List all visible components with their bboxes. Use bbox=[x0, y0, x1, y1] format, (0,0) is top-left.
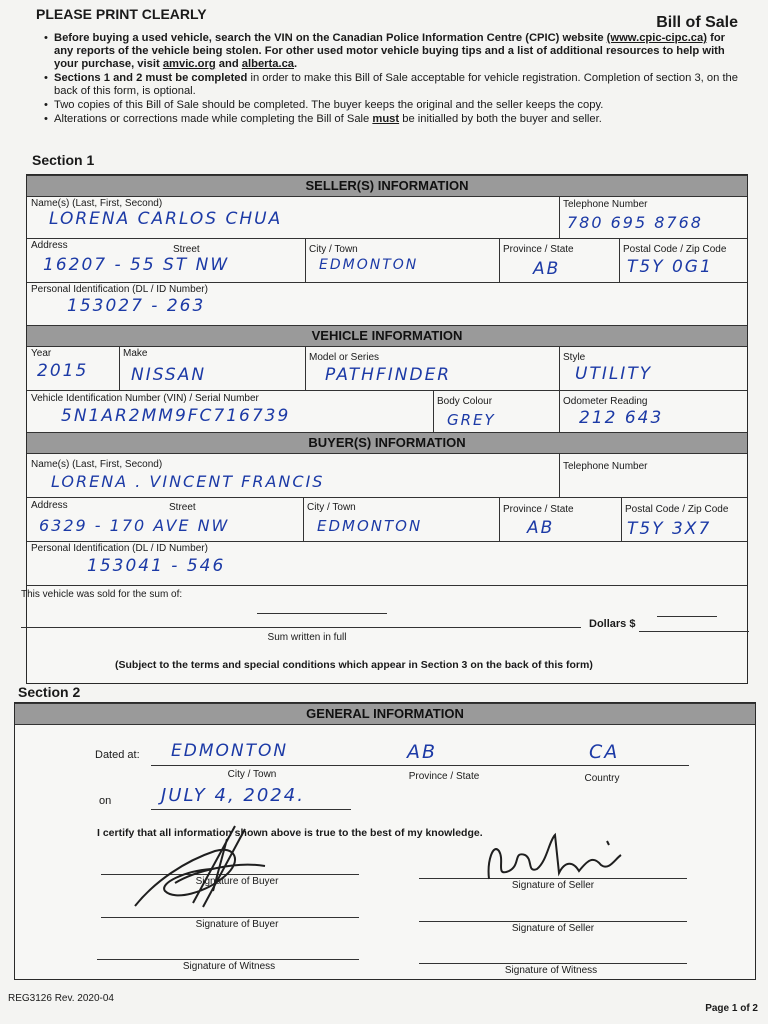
dated-at-label: Dated at: bbox=[95, 749, 140, 761]
certify-statement: I certify that all information shown above is true to the best of my knowledge. bbox=[97, 827, 483, 839]
amvic-link[interactable]: amvic.org bbox=[162, 58, 216, 70]
cpic-link[interactable]: (www.cpic-cipc.ca) bbox=[606, 32, 707, 44]
body-colour-label: Body Colour bbox=[437, 396, 493, 407]
dated-country-value[interactable]: CA bbox=[589, 741, 620, 763]
section-1-label: Section 1 bbox=[32, 152, 95, 168]
dated-province-value[interactable]: AB bbox=[407, 741, 438, 763]
buyer-name-value[interactable]: LORENA . VINCENT FRANCIS bbox=[51, 472, 325, 491]
seller-id-value[interactable]: 153027 - 263 bbox=[67, 296, 206, 316]
sold-for-label: This vehicle was sold for the sum of: bbox=[21, 589, 183, 600]
instructions-list bbox=[44, 32, 744, 127]
city-caption: City / Town bbox=[227, 769, 277, 780]
vehicle-info-bar: VEHICLE INFORMATION bbox=[27, 325, 747, 347]
buyer-phone-label: Telephone Number bbox=[563, 461, 648, 472]
section-1-box bbox=[21, 174, 748, 684]
seller-street-label: Street bbox=[173, 244, 200, 255]
instruction-copies: • Two copies of this Bill of Sale should be completed. The buyer keeps the original and the seller keeps the copy. bbox=[44, 99, 744, 112]
buyer-city-label: City / Town bbox=[307, 502, 356, 513]
dollars-label: Dollars $ bbox=[589, 618, 636, 630]
vin-label: Vehicle Identification Number (VIN) / Serial Number bbox=[31, 393, 259, 404]
buyer-name-label: Name(s) (Last, First, Second) bbox=[31, 459, 163, 470]
on-label: on bbox=[99, 795, 112, 807]
alberta-link[interactable]: alberta.ca bbox=[241, 58, 295, 70]
buyer-postal-value[interactable]: T5Y 3X7 bbox=[627, 519, 712, 539]
sig-seller-2-caption: Signature of Seller bbox=[511, 923, 595, 934]
section-2-label: Section 2 bbox=[18, 684, 81, 700]
country-caption: Country bbox=[584, 773, 620, 784]
model-value[interactable]: PATHFINDER bbox=[325, 365, 452, 385]
year-label: Year bbox=[31, 348, 52, 359]
year-value[interactable]: 2015 bbox=[37, 361, 89, 381]
province-caption: Province / State bbox=[408, 771, 480, 782]
seller-city-value[interactable]: EDMONTON bbox=[319, 257, 419, 273]
print-clearly-heading: PLEASE PRINT CLEARLY bbox=[36, 6, 207, 22]
style-value[interactable]: UTILITY bbox=[575, 364, 653, 384]
document-title: Bill of Sale bbox=[656, 14, 738, 31]
make-label: Make bbox=[123, 348, 148, 359]
sig-buyer-1-caption: Signature of Buyer bbox=[195, 876, 279, 887]
sig-buyer-2-caption: Signature of Buyer bbox=[195, 919, 279, 930]
sig-seller-1-caption: Signature of Seller bbox=[511, 880, 595, 891]
sum-written-caption: Sum written in full bbox=[267, 632, 347, 643]
instruction-alterations: • Alterations or corrections made while completing the Bill of Sale must be initialled by both the buyer and seller. bbox=[44, 113, 744, 126]
terms-note: (Subject to the terms and special conditions which appear in Section 3 on the back of this form) bbox=[115, 659, 593, 671]
seller-address-label: Address bbox=[31, 240, 68, 251]
odometer-label: Odometer Reading bbox=[563, 396, 648, 407]
odometer-value[interactable]: 212 643 bbox=[579, 408, 664, 428]
buyer-street-label: Street bbox=[169, 502, 196, 513]
instruction-sections: • Sections 1 and 2 must be completed in order to make this Bill of Sale acceptable for vehicle registration. Completion of section 3, on the back of this form, is optional. bbox=[44, 72, 744, 98]
make-value[interactable]: NISSAN bbox=[131, 365, 207, 385]
section-2-box bbox=[14, 702, 756, 980]
seller-postal-label: Postal Code / Zip Code bbox=[623, 244, 727, 255]
instruction-cpic: • Before buying a used vehicle, search the VIN on the Canadian Police Information Centre (CPIC) website (www.cpic-cipc.ca) for any reports of the vehicle being stolen. For other used motor vehicle buying tips and a list of additional resources to help with your purchase, visit amvic.org and alberta.ca. bbox=[44, 32, 744, 71]
seller-info-bar: SELLER(S) INFORMATION bbox=[27, 175, 747, 197]
page-number: Page 1 of 2 bbox=[705, 1003, 758, 1014]
buyer-address-value[interactable]: 6329 - 170 AVE NW bbox=[39, 516, 230, 535]
buyer-postal-label: Postal Code / Zip Code bbox=[625, 504, 729, 515]
seller-province-value[interactable]: AB bbox=[533, 259, 561, 279]
seller-city-label: City / Town bbox=[309, 244, 358, 255]
seller-id-label: Personal Identification (DL / ID Number) bbox=[31, 284, 208, 295]
seller-province-label: Province / State bbox=[503, 244, 574, 255]
seller-name-label: Name(s) (Last, First, Second) bbox=[31, 198, 163, 209]
seller-name-value[interactable]: LORENA CARLOS CHUA bbox=[49, 209, 283, 229]
buyer-city-value[interactable]: EDMONTON bbox=[317, 517, 423, 535]
buyer-province-value[interactable]: AB bbox=[527, 518, 555, 538]
buyer-address-label: Address bbox=[31, 500, 68, 511]
style-label: Style bbox=[563, 352, 586, 363]
seller-postal-value[interactable]: T5Y 0G1 bbox=[627, 257, 713, 277]
seller-phone-value[interactable]: 780 695 8768 bbox=[567, 213, 703, 232]
sig-witness-2-caption: Signature of Witness bbox=[504, 965, 598, 976]
sum-line[interactable] bbox=[21, 627, 581, 628]
buyer-info-bar: BUYER(S) INFORMATION bbox=[27, 432, 747, 454]
seller-signature-scribble bbox=[469, 821, 639, 891]
date-value[interactable]: JULY 4, 2024. bbox=[161, 785, 305, 806]
general-info-bar: GENERAL INFORMATION bbox=[15, 703, 755, 725]
dollars-line[interactable] bbox=[639, 631, 749, 632]
sig-witness-1-caption: Signature of Witness bbox=[182, 961, 276, 972]
dated-city-value[interactable]: EDMONTON bbox=[171, 741, 289, 761]
seller-phone-label: Telephone Number bbox=[563, 199, 648, 210]
seller-address-value[interactable]: 16207 - 55 ST NW bbox=[43, 255, 230, 275]
buyer-id-label: Personal Identification (DL / ID Number) bbox=[31, 543, 208, 554]
form-code: REG3126 Rev. 2020-04 bbox=[8, 993, 114, 1004]
buyer-signature-scribble bbox=[115, 821, 305, 921]
buyer-id-value[interactable]: 153041 - 546 bbox=[87, 556, 226, 576]
buyer-province-label: Province / State bbox=[503, 504, 574, 515]
model-label: Model or Series bbox=[309, 352, 380, 363]
vin-value[interactable]: 5N1AR2MM9FC716739 bbox=[61, 406, 291, 426]
body-colour-value[interactable]: GREY bbox=[447, 411, 496, 429]
